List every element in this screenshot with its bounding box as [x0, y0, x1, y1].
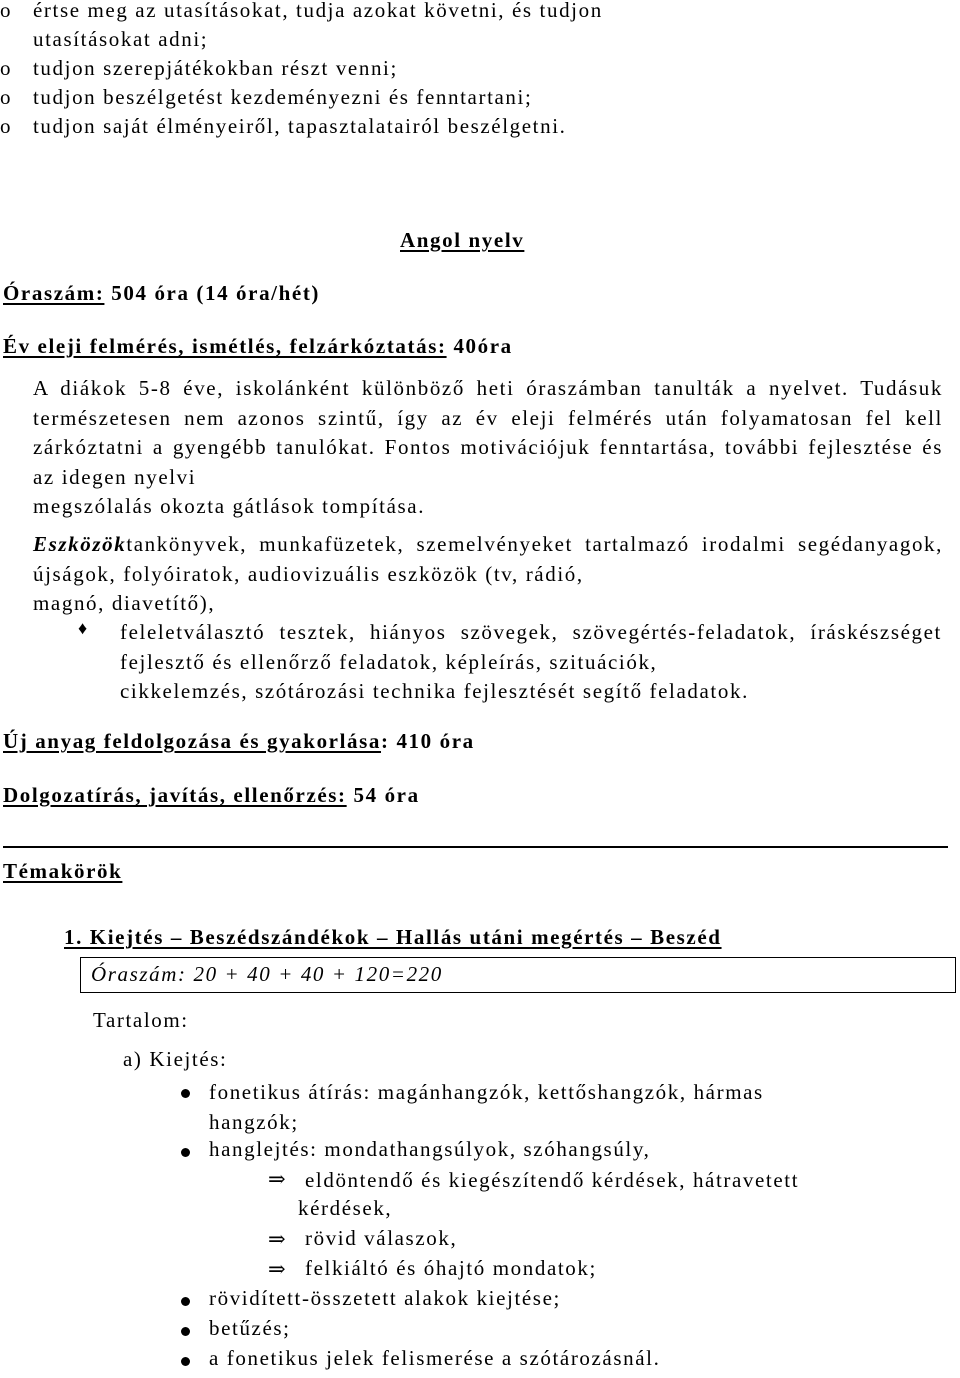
paragraph-line: A diákok 5-8 éve, iskolánként különböző heti óraszámban tanulták a [33, 376, 758, 400]
review-label: Év eleji felmérés, ismétlés, felzárkóztatás: [3, 334, 447, 358]
tests-label: Dolgozatírás, javítás, ellenőrzés: [3, 783, 347, 807]
paragraph-line: hangzók; [209, 1109, 299, 1134]
section-hours: Óraszám: 20 + 40 + 40 + 120=220 [91, 962, 443, 986]
content-label: Tartalom: [93, 1008, 189, 1032]
bullet-text: a fonetikus jelek felismerése a szótározásnál. [209, 1346, 661, 1370]
list-marker: o [0, 114, 13, 138]
hours-label: Óraszám: [3, 281, 105, 305]
paragraph-line: megszólalás okozta gátlások tompítása. [33, 494, 426, 518]
bullet-dot-icon [181, 1148, 190, 1157]
list-marker: o [0, 56, 13, 80]
arrow-item-continuation: kérdések, [298, 1196, 393, 1220]
arrow-right-icon: ⇒ [268, 1227, 288, 1251]
paragraph-line: cikkelemzés, szótározási technika fejlesztését segítő feladatok. [120, 679, 749, 703]
topics-heading: Témakörök [3, 859, 123, 883]
bullet-text: rövidített-összetett alakok kiejtése; [209, 1286, 561, 1310]
paragraph-line: íráskészséget fejlesztő és ellenőrző feladatok, képleírás, szituációk, [120, 620, 942, 674]
new-material-hours: : 410 óra [381, 729, 475, 753]
section-title: 1. Kiejtés – Beszédszándékok – Hallás utáni megértés – Beszéd [64, 925, 722, 949]
paragraph-line: motivációjuk fenntartása, további fejlesztése és az idegen nyelvi [33, 435, 943, 489]
review-paragraph [33, 374, 943, 522]
bullet-text: betűzés; [209, 1316, 291, 1340]
paragraph-line: tankönyvek, munkafüzetek, szemelvényeket tartalmazó irodalmi [126, 532, 786, 556]
tools-bullet-text [120, 618, 942, 707]
tools-label: Eszközök [33, 532, 127, 556]
section-divider [3, 846, 948, 848]
list-item-text: tudjon szerepjátékokban részt venni; [33, 56, 398, 80]
section-hours-box [80, 957, 956, 993]
tests-hours: 54 óra [353, 783, 420, 807]
paragraph-line: segédanyagok, újságok, folyóiratok, audiovizuális eszközök (tv, rádió, [33, 532, 943, 586]
subject-title: Angol nyelv [400, 228, 525, 252]
list-item-text: értse meg az utasításokat, tudja azokat követni, és tudjon [33, 0, 603, 22]
arrow-right-icon: ⇒ [268, 1167, 288, 1191]
bullet-dot-icon [181, 1297, 190, 1306]
review-hours: 40óra [453, 334, 513, 358]
tests-heading [3, 783, 420, 808]
list-item-text: tudjon beszélgetést kezdeményezni és fenntartani; [33, 85, 533, 109]
arrow-right-icon: ⇒ [268, 1257, 288, 1281]
paragraph-line: fonetikus átírás: magánhangzók, kettőshangzók, hármas [209, 1080, 764, 1104]
paragraph-line: eldöntendő és kiegészítendő kérdések, hátravetett [305, 1168, 800, 1192]
tools-paragraph [33, 530, 943, 619]
paragraph-line: után folyamatosan fel kell zárkóztatni a gyengébb tanulókat. Fontos [33, 405, 943, 459]
subsection-label: a) Kiejtés: [123, 1047, 228, 1071]
paragraph-line: feleletválasztó tesztek, hiányos szövegek, szövegértés-feladatok, [120, 620, 797, 644]
paragraph-line: nyelvet. Tudásuk természetesen nem azonos szintű, így az év eleji felmérés [33, 376, 943, 430]
arrow-item-text: rövid válaszok, [305, 1226, 458, 1250]
total-hours [3, 281, 320, 306]
review-heading [3, 334, 513, 359]
bullet-text [209, 1078, 943, 1137]
list-marker: o [0, 0, 13, 22]
hours-value: 504 óra (14 óra/hét) [111, 281, 321, 305]
list-marker: o [0, 85, 13, 109]
bullet-text: hanglejtés: mondathangsúlyok, szóhangsúly, [209, 1137, 651, 1161]
bullet-dot-icon [181, 1357, 190, 1366]
bullet-dot-icon [181, 1327, 190, 1336]
paragraph-line: magnó, diavetítő), [33, 591, 216, 615]
list-item-text: utasításokat adni; [33, 27, 209, 51]
new-material-heading [3, 729, 475, 754]
arrow-item-text: felkiáltó és óhajtó mondatok; [305, 1256, 597, 1280]
new-material-label: Új anyag feldolgozása és gyakorlása [3, 729, 381, 753]
bullet-dot-icon [181, 1089, 190, 1098]
diamond-bullet-icon: ♦ [78, 618, 89, 638]
arrow-item-text [305, 1166, 945, 1196]
list-item-text: tudjon saját élményeiről, tapasztalatairól beszélgetni. [33, 114, 567, 138]
